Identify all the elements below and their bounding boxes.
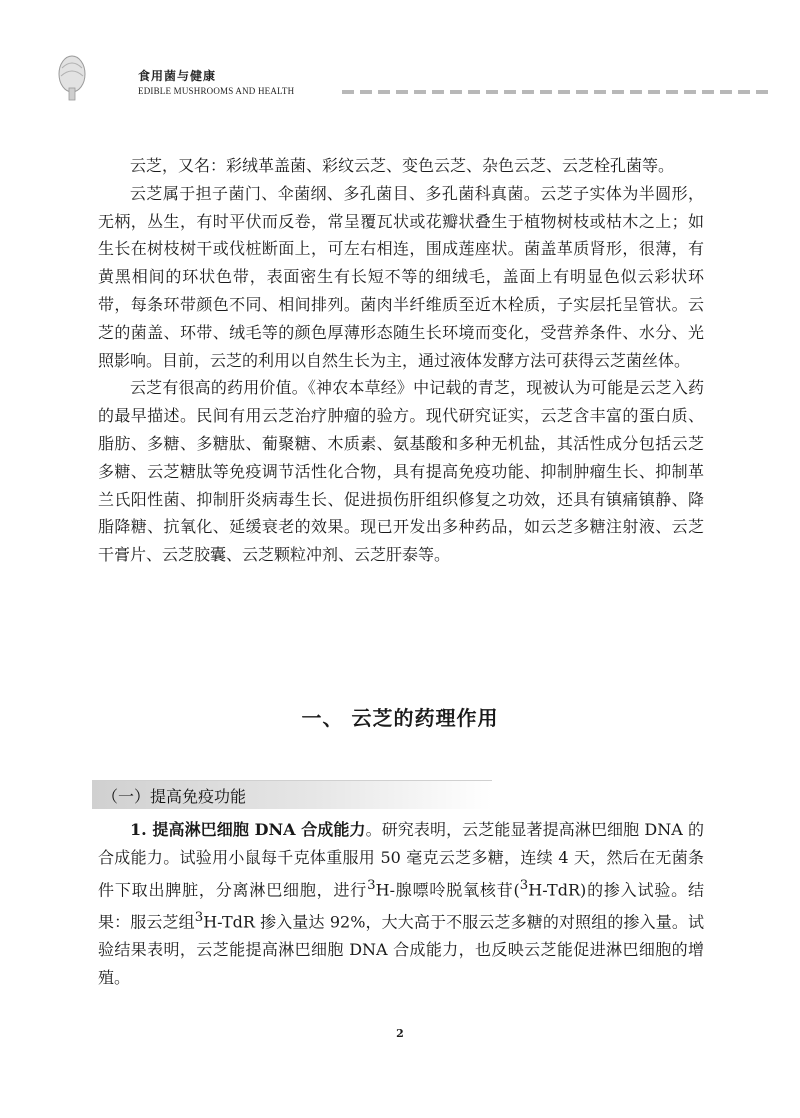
immune-text-c: H-TdR)的掺入试验。结果：服云芝组 <box>98 879 704 932</box>
header-title-en: EDIBLE MUSHROOMS AND HEALTH <box>138 86 295 96</box>
page-number: 2 <box>396 1027 404 1040</box>
intro-paragraph-medicinal: 云芝有很高的药用价值。《神农本草经》中记载的青芝，现被认为可能是云芝入药的最早描述。民间有用云芝治疗肿瘤的验方。现代研究证实，云芝含丰富的蛋白质、脂肪、多糖、多糖肽、葡聚糖、木质素、氨基酸和多种无机盐，其活性成分包括云芝多糖、云芝糖肽等免疫调节活性化合物，具有提高免疫功能、抑制肿瘤生长、抑制革兰氏阳性菌、抑制肝炎病毒生长、促进损伤肝组织修复之功效，还具有镇痛镇静、降脂降糖、抗氧化、延缓衰老的效果。现已开发出多种药品，如云芝多糖注射液、云芝干膏片、云芝胶囊、云芝颗粒冲剂、云芝肝泰等。 <box>98 378 704 565</box>
running-header <box>50 54 750 104</box>
immune-text-b: H-腺嘌呤脱氧核苷( <box>375 879 520 899</box>
immune-lead: 1. 提高淋巴细胞 DNA 合成能力 <box>130 820 366 839</box>
immune-text-a: 。研究表明，云芝能显著提高淋巴细胞 DNA 的合成能力。试验用小鼠每千克体重服用 50 毫克云芝多糖，连续 4 天，然后在无菌条件下取出脾脏，分离淋巴细胞，进行 <box>98 820 704 899</box>
header-dash-rule <box>342 90 768 94</box>
intro-text <box>98 152 704 569</box>
intro-paragraph-alias: 云芝，又名：彩绒革盖菌、彩纹云芝、变色云芝、杂色云芝、云芝栓孔菌等。 <box>130 156 675 175</box>
immune-text-d: H-TdR 掺入量达 92%，大大高于不服云芝多糖的对照组的掺入量。试验结果表明，云芝能提高淋巴细胞 DNA 合成能力，也反映云芝能促进淋巴细胞的增殖。 <box>98 912 704 987</box>
header-title-cn: 食用菌与健康 <box>138 69 217 83</box>
superscript-3: 3 <box>194 909 204 925</box>
subsection-title: （一）提高免疫功能 <box>102 787 247 806</box>
subsection-heading <box>92 780 492 809</box>
intro-paragraph-description: 云芝属于担子菌门、伞菌纲、多孔菌目、多孔菌科真菌。云芝子实体为半圆形，无柄，丛生，有时平伏而反卷，常呈覆瓦状或花瓣状叠生于植物树枝或枯木之上；如生长在树枝树干或伐桩断面上，可左右相连，围成莲座状。菌盖革质肾形，很薄，有黄黑相间的环状色带，表面密生有长短不等的细绒毛，盖面上有明显色似云彩状环带，每条环带颜色不同、相间排列。菌肉半纤维质至近木栓质，子实层托呈管状。云芝的菌盖、环带、绒毛等的颜色厚薄形态随生长环境而变化，受营养条件、水分、光照影响。目前，云芝的利用以自然生长为主，通过液体发酵方法可获得云芝菌丝体。 <box>98 183 704 370</box>
immune-text <box>98 816 704 991</box>
mushroom-logo-icon <box>54 54 90 102</box>
section-title: 一、 云芝的药理作用 <box>301 706 499 730</box>
immune-paragraph <box>98 816 704 991</box>
superscript-3: 3 <box>367 877 376 893</box>
superscript-3: 3 <box>519 877 529 893</box>
